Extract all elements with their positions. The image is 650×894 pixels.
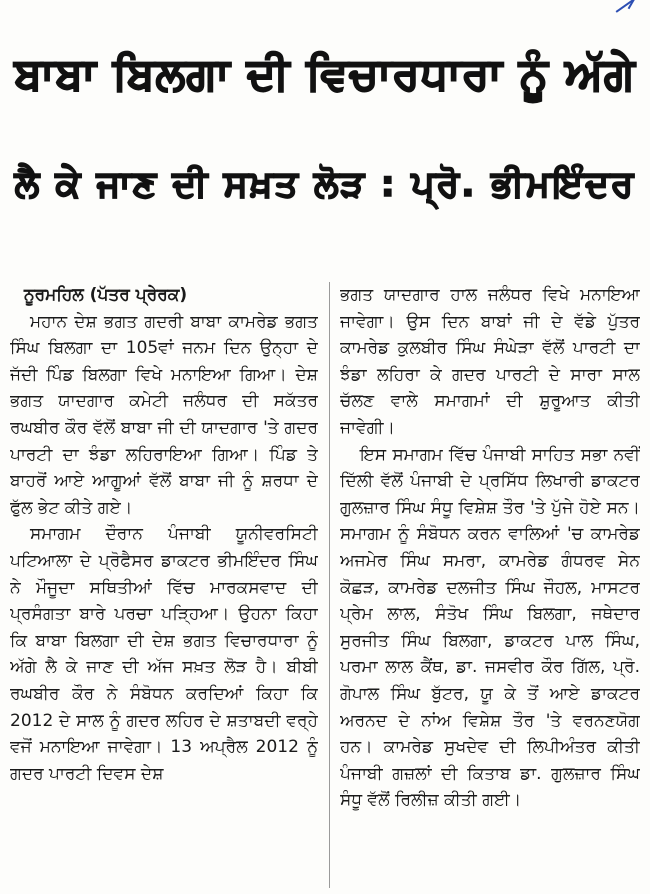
article-paragraph: ਇਸ ਸਮਾਗਮ ਵਿੱਚ ਪੰਜਾਬੀ ਸਾਹਿਤ ਸਭਾ ਨਵੀਂ ਦਿੱਲੀ ਵੱਲੋਂ ਪੰਜਾਬੀ ਦੇ ਪ੍ਰਸਿੱਧ ਲਿਖਾਰੀ ਡਾਕਟਰ ਗੁਲਜ਼ਾਰ ਸਿੰਘ ਸੰਧੂ ਵਿਸ਼ੇਸ਼ ਤੌਰ 'ਤੇ ਪੁੱਜੇ ਹੋਏ ਸਨ। ਸਮਾਗਮ ਨੂੰ ਸੰਬੋਧਨ ਕਰਨ ਵਾਲਿਆਂ 'ਚ ਕਾਮਰੇਡ ਅਜਮੇਰ ਸਿੰਘ ਸਮਰਾ, ਕਾਮਰੇਡ ਗੰਧਰਵ ਸੇਨ ਕੋਛੜ, ਕਾਮਰੇਡ ਦਲਜੀਤ ਸਿੰਘ ਜੌਹਲ, ਮਾਸਟਰ ਪ੍ਰੇਮ ਲਾਲ, ਸੰਤੋਖ ਸਿੰਘ ਬਿਲਗਾ, ਜਥੇਦਾਰ ਸੁਰਜੀਤ ਸਿੰਘ ਬਿਲਗਾ, ਡਾਕਟਰ ਪਾਲ ਸਿੰਘ, ਪਰਮਾ ਲਾਲ ਕੈਂਥ, ਡਾ. ਜਸਵੀਰ ਕੌਰ ਗਿੱਲ, ਪ੍ਰੋ. ਗੋਪਾਲ ਸਿੰਘ ਬੁੱਟਰ, ਯੂ ਕੇ ਤੋਂ ਆਏ ਡਾਕਟਰ ਅਰਨਦ ਦੇ ਨਾਂਅ ਵਿਸ਼ੇਸ਼ ਤੌਰ 'ਤੇ ਵਰਨਣਯੋਗ ਹਨ। ਕਾਮਰੇਡ ਸੁਖਦੇਵ ਦੀ ਲਿਪੀਅੰਤਰ ਕੀਤੀ ਪੰਜਾਬੀ ਗਜ਼ਲਾਂ ਦੀ ਕਿਤਾਬ ਡਾ. ਗੁਲਜ਼ਾਰ ਸਿੰਘ ਸੰਧੂ ਵੱਲੋਂ ਰਿਲੀਜ਼ ਕੀਤੀ ਗਈ। <box>340 444 640 811</box>
column-divider <box>329 282 330 888</box>
article-column-left <box>10 282 318 888</box>
dateline: ਨੂਰਮਹਿਲ (ਪੱਤਰ ਪ੍ਰੇਰਕ) <box>24 285 188 305</box>
headline-line-1: ਬਾਬਾ ਬਿਲਗਾ ਦੀ ਵਿਚਾਰਧਾਰਾ ਨੂੰ ਅੱਗੇ <box>14 49 636 100</box>
pen-mark <box>612 0 646 16</box>
article-paragraph: ਸਮਾਗਮ ਦੌਰਾਨ ਪੰਜਾਬੀ ਯੂਨੀਵਰਸਿਟੀ ਪਟਿਆਲਾ ਦੇ ਪ੍ਰੋਫੈਸਰ ਡਾਕਟਰ ਭੀਮਇੰਦਰ ਸਿੰਘ ਨੇ ਮੌਜੂਦਾ ਸਥਿਤੀਆਂ ਵਿੱਚ ਮਾਰਕਸਵਾਦ ਦੀ ਪ੍ਰਸੰਗਤਾ ਬਾਰੇ ਪਰਚਾ ਪੜ੍ਹਿਆ। ਉਹਨਾ ਕਿਹਾ ਕਿ ਬਾਬਾ ਬਿਲਗਾ ਦੀ ਦੇਸ਼ ਭਗਤ ਵਿਚਾਰਧਾਰਾ ਨੂੰ ਅੱਗੇ ਲੈ ਕੇ ਜਾਣ ਦੀ ਅੱਜ ਸਖ਼ਤ ਲੋੜ ਹੈ। ਬੀਬੀ ਰਘਬੀਰ ਕੌਰ ਨੇ ਸੰਬੋਧਨ ਕਰਦਿਆਂ ਕਿਹਾ ਕਿ 2012 ਦੇ ਸਾਲ ਨੂੰ ਗਦਰ ਲਹਿਰ ਦੇ ਸ਼ਤਾਬਦੀ ਵਰ੍ਹੇ ਵਜੋਂ ਮਨਾਇਆ ਜਾਵੇਗਾ। 13 ਅਪ੍ਰੈਲ 2012 ਨੂੰ ਗਦਰ ਪਾਰਟੀ ਦਿਵਸ ਦੇਸ਼ <box>10 524 318 784</box>
article-paragraph: ਭਗਤ ਯਾਦਗਾਰ ਹਾਲ ਜਲੰਧਰ ਵਿਖੇ ਮਨਾਇਆ ਜਾਵੇਗਾ। ਉਸ ਦਿਨ ਬਾਬਾਂ ਜੀ ਦੇ ਵੱਡੇ ਪੁੱਤਰ ਕਾਮਰੇਡ ਕੁਲਬੀਰ ਸਿੰਘ ਸੰਘੇੜਾ ਵੱਲੋਂ ਪਾਰਟੀ ਦਾ ਝੰਡਾ ਲਹਿਰਾ ਕੇ ਗਦਰ ਪਾਰਟੀ ਦੇ ਸਾਰਾ ਸਾਲ ਚੱਲਣ ਵਾਲੇ ਸਮਾਗਮਾਂ ਦੀ ਸ਼ੁਰੂਆਤ ਕੀਤੀ ਜਾਵੇਗੀ। <box>340 285 640 438</box>
headline <box>8 20 642 240</box>
article-column-right <box>340 282 640 888</box>
article-paragraph: ਮਹਾਨ ਦੇਸ਼ ਭਗਤ ਗਦਰੀ ਬਾਬਾ ਕਾਮਰੇਡ ਭਗਤ ਸਿੰਘ ਬਿਲਗਾ ਦਾ 105ਵਾਂ ਜਨਮ ਦਿਨ ਉਨ੍ਹਾ ਦੇ ਜੱਦੀ ਪਿੰਡ ਬਿਲਗਾ ਵਿਖੇ ਮਨਾਇਆ ਗਿਆ। ਦੇਸ਼ ਭਗਤ ਯਾਦਗਾਰ ਕਮੇਟੀ ਜਲੰਧਰ ਦੀ ਸਕੱਤਰ ਰਘਬੀਰ ਕੌਰ ਵੱਲੋਂ ਬਾਬਾ ਜੀ ਦੀ ਯਾਦਗਾਰ 'ਤੇ ਗਦਰ ਪਾਰਟੀ ਦਾ ਝੰਡਾ ਲਹਿਰਾਇਆ ਗਿਆ। ਪਿੰਡ ਤੇ ਬਾਹਰੋਂ ਆਏ ਆਗੂਆਂ ਵੱਲੋਂ ਬਾਬਾ ਜੀ ਨੂੰ ਸ਼ਰਧਾ ਦੇ ਫੁੱਲ ਭੇਟ ਕੀਤੇ ਗਏ। <box>10 311 318 518</box>
headline-line-2: ਲੈ ਕੇ ਜਾਣ ਦੀ ਸਖ਼ਤ ਲੋੜ : ਪ੍ਰੋ. ਭੀਮਇੰਦਰ <box>14 164 636 205</box>
article-body <box>10 282 640 888</box>
